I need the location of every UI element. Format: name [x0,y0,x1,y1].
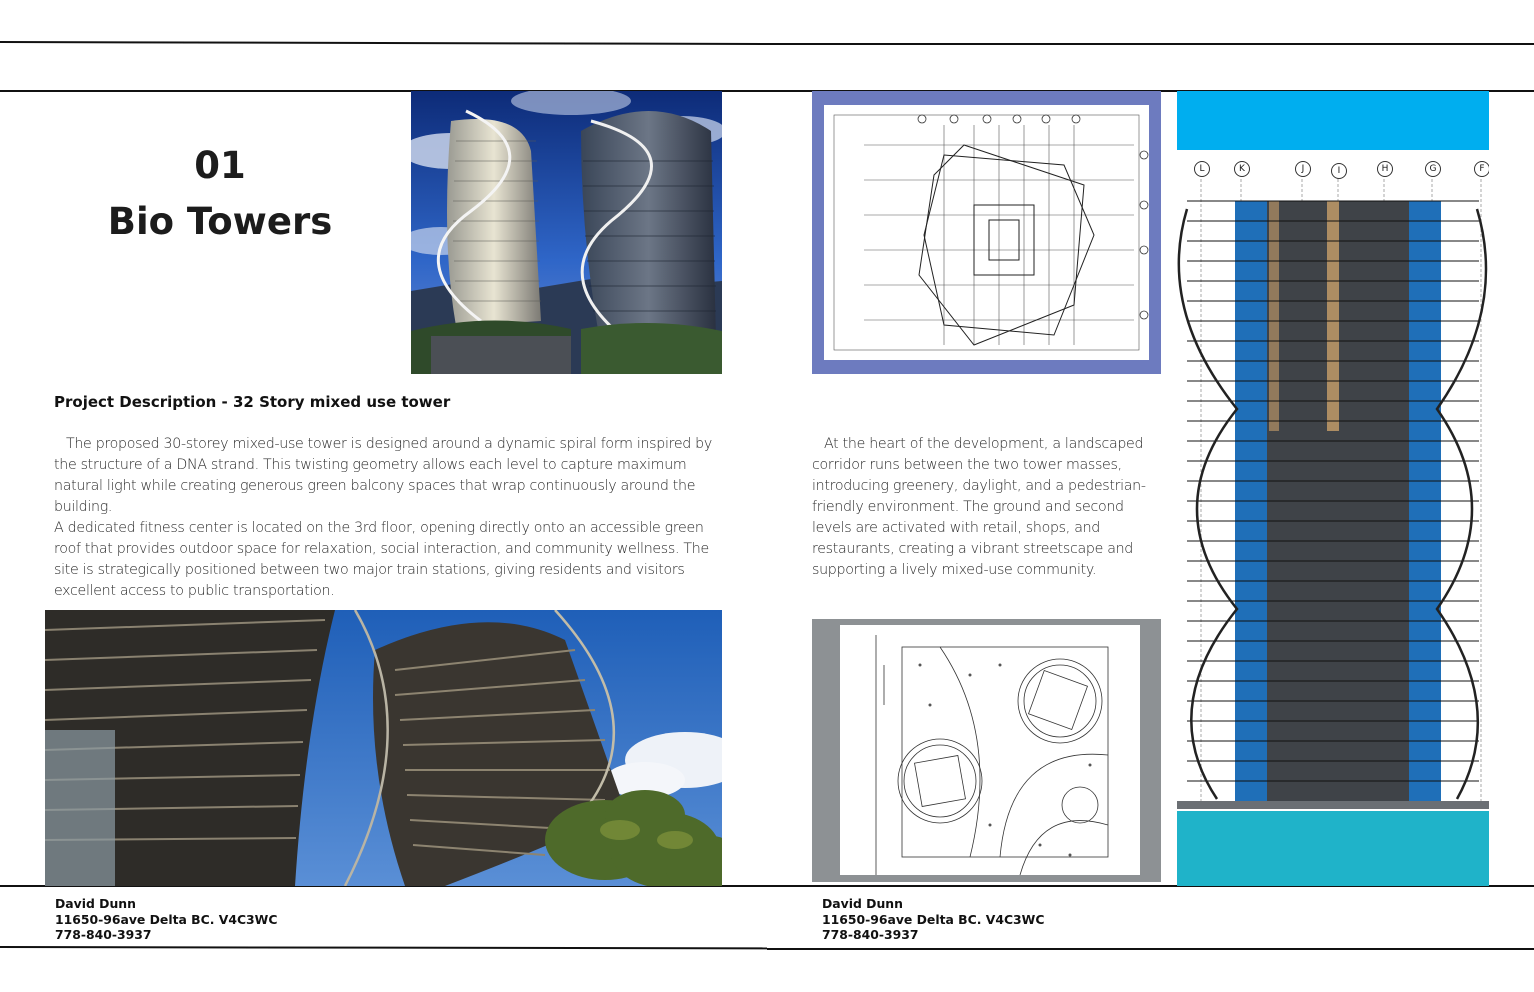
project-title [60,138,380,250]
site-plan-sheet [840,625,1140,875]
grid-label-k: K [1234,161,1250,177]
elevation-bottom-band [1177,811,1489,886]
description-heading: Project Description - 32 Story mixed use tower [54,393,451,411]
site-plan-drawing [812,619,1161,882]
top-rule-left [0,41,767,45]
description-left [54,434,716,602]
tower-night-rendering [411,91,722,374]
bottom-rule-right [767,948,1534,950]
project-number: 01 [194,144,246,187]
description-left-paragraph-2: A dedicated fitness center is located on the 3rd floor, opening directly onto an accessible green roof that provides outdoor space for relaxation, social interaction, and community wellness. The site is strategically positioned between two major train stations, giving residents and visitors excellent access to public transportation. [54,520,709,599]
elevation-grid-labels [1177,159,1489,179]
grid-label-g: G [1425,161,1441,177]
elevation-body [1177,179,1489,819]
grid-label-f: F [1474,161,1489,177]
description-right-paragraph: At the heart of the development, a landscaped corridor runs between the two tower masses, introducing greenery, daylight, and a pedestrian-friendly environment. The ground and second levels are activated with retail, shops, and restaurants, creating a vibrant streetscape and supporting a lively mixed-use community. [812,436,1146,578]
project-name: Bio Towers [107,200,333,243]
grid-label-l: L [1194,161,1210,177]
footer-left-name: David Dunn [55,896,136,911]
tower-elevation-drawing [1177,91,1489,886]
footer-left-address: 11650-96ave Delta BC. V4C3WC [55,911,278,927]
footer-left [55,896,277,943]
footer-right-name: David Dunn [822,896,903,911]
description-right [812,434,1157,581]
bottom-rule-left [0,946,767,949]
footer-left-phone: 778-840-3937 [55,927,152,942]
tower-daytime-rendering [45,610,722,886]
footer-right-address: 11650-96ave Delta BC. V4C3WC [822,911,1045,927]
floor-plan-drawing [812,91,1161,374]
grid-label-j: J [1295,161,1311,177]
elevation-top-band [1177,91,1489,150]
top-rule-right [767,43,1534,45]
footer-right-phone: 778-840-3937 [822,927,919,942]
footer-right [822,896,1044,943]
floor-plan-sheet [824,105,1149,360]
description-left-paragraph-1: The proposed 30-storey mixed-use tower is designed around a dynamic spiral form inspired by the structure of a DNA strand. This twisting geometry allows each level to capture maximum natural light while creating generous green balcony spaces that wrap continuously around the building. [54,436,712,515]
grid-label-i: I [1331,163,1347,179]
grid-label-h: H [1377,161,1393,177]
